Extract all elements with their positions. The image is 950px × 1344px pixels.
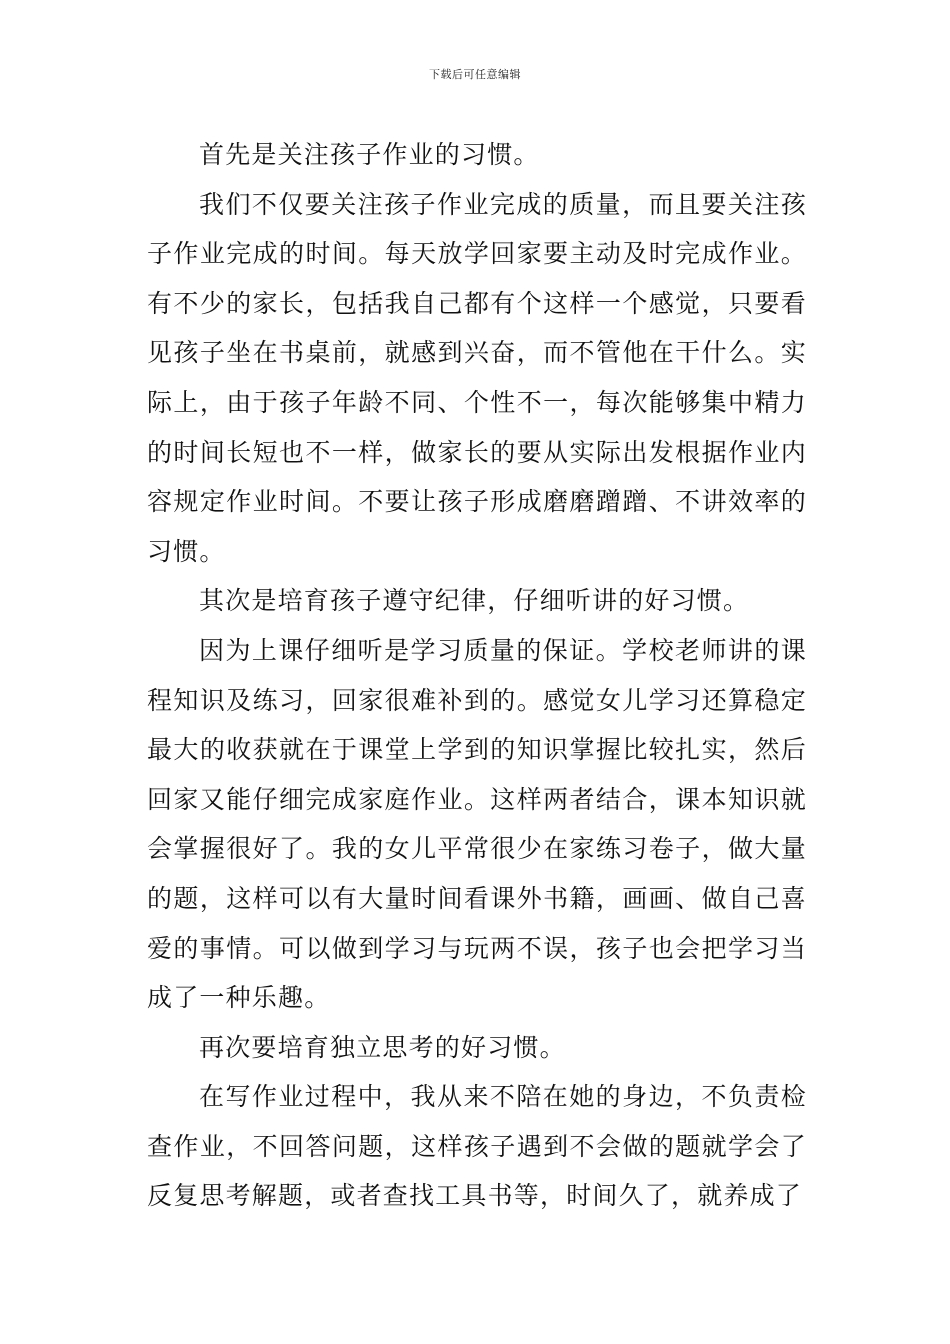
paragraph-1: 首先是关注孩子作业的习惯。 [199,140,540,169]
page-header: 下载后可任意编辑 [429,68,521,81]
paragraph-6: 在写作业过程中，我从来不陪在她的身边，不负责检查作业，不回答问题，这样孩子遇到不会做的题就学会了反复思考解题，或者查找工具书等，时间久了，就养成了 [147,1082,807,1211]
paragraph-5: 再次要培育独立思考的好习惯。 [199,1032,566,1062]
paragraph-2: 我们不仅要关注孩子作业完成的质量，而且要关注孩子作业完成的时间。每天放学回家要主动及时完成作业。有不少的家长，包括我自己都有个这样一个感觉，只要看见孩子坐在书桌前，就感到兴奋，而不管他在干什么。实际上，由于孩子年龄不同、个性不一，每次能够集中精力的时间长短也不一样，做家长的要从实际出发根据作业内容规定作业时间。不要让孩子形成磨磨蹭蹭、不讲效率的习惯。 [147,189,807,566]
document-body [147,130,807,1221]
paragraph-3: 其次是培育孩子遵守纪律，仔细听讲的好习惯。 [199,586,750,616]
paragraph-4: 因为上课仔细听是学习质量的保证。学校老师讲的课程知识及练习，回家很难补到的。感觉女儿学习还算稳定最大的收获就在于课堂上学到的知识掌握比较扎实，然后回家又能仔细完成家庭作业。这样两者结合，课本知识就会掌握很好了。我的女儿平常很少在家练习卷子，做大量的题，这样可以有大量时间看课外书籍，画画、做自己喜爱的事情。可以做到学习与玩两不误，孩子也会把学习当成了一种乐趣。 [147,635,807,1013]
